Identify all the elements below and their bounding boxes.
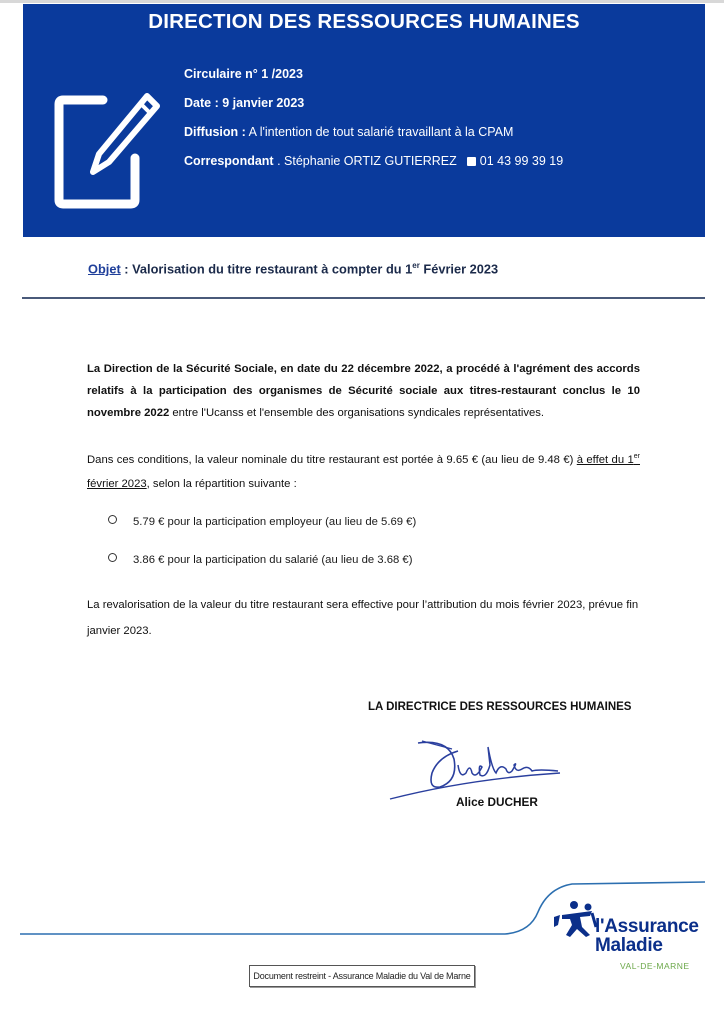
logo-region: VAL-DE-MARNE bbox=[620, 961, 690, 971]
list-item-employer: 5.79 € pour la participation employeur (au lieu de 5.69 €) bbox=[108, 512, 416, 550]
circular-contact: Correspondant . Stéphanie ORTIZ GUTIERREZ 01 43 99 39 19 bbox=[184, 154, 564, 168]
distribution-list bbox=[108, 512, 416, 588]
handwritten-signature bbox=[388, 729, 588, 804]
signature-block bbox=[368, 701, 638, 809]
list-item-employee: 3.86 € pour la participation du salarié (au lieu de 3.68 €) bbox=[108, 550, 416, 588]
assurance-maladie-logo: l'Assurance Maladie bbox=[595, 916, 699, 956]
bullet-circle-icon bbox=[108, 553, 117, 562]
signatory-title: LA DIRECTRICE DES RESSOURCES HUMAINES bbox=[368, 701, 632, 713]
paragraph-agreement: La Direction de la Sécurité Sociale, en date du 22 décembre 2022, a procédé à l'agrément des accords relatifs à la participation des organismes de Sécurité sociale aux titres-restaurant conclus le 10 novembre 2022 entre l'Ucanss et l'ensemble des organisations syndicales représentatives. bbox=[87, 363, 640, 419]
circular-metadata bbox=[184, 66, 563, 182]
phone-icon bbox=[467, 157, 476, 166]
restricted-document-notice: Document restreint - Assurance Maladie du Val de Marne bbox=[249, 965, 475, 987]
assurance-maladie-logo-icon bbox=[552, 897, 600, 939]
page-top-edge bbox=[0, 0, 724, 3]
bullet-circle-icon bbox=[108, 515, 117, 524]
signatory-name: Alice DUCHER bbox=[456, 795, 538, 809]
circular-diffusion: Diffusion : A l'intention de tout salarié travaillant à la CPAM bbox=[184, 125, 514, 139]
phone-number: 01 43 99 39 19 bbox=[479, 154, 564, 168]
header-banner bbox=[23, 4, 705, 237]
divider-line bbox=[22, 297, 705, 299]
department-title: DIRECTION DES RESSOURCES HUMAINES bbox=[148, 10, 580, 33]
edit-document-icon bbox=[53, 92, 165, 210]
circular-date: Date : 9 janvier 2023 bbox=[184, 96, 305, 110]
paragraph-effective-date: La revalorisation de la valeur du titre restaurant sera effective pour l’attribution du mois février 2023, prévue fin janvier 2023. bbox=[87, 599, 639, 637]
circular-number: Circulaire n° 1 /2023 bbox=[184, 67, 303, 81]
paragraph-nominal-value: Dans ces conditions, la valeur nominale du titre restaurant est portée à 9.65 € (au lieu de 9.48 €) à effet du 1er février 2023, selon la répartition suivante : bbox=[87, 453, 640, 490]
subject-line: Objet : Valorisation du titre restaurant à compter du 1er Février 2023 bbox=[88, 261, 499, 277]
